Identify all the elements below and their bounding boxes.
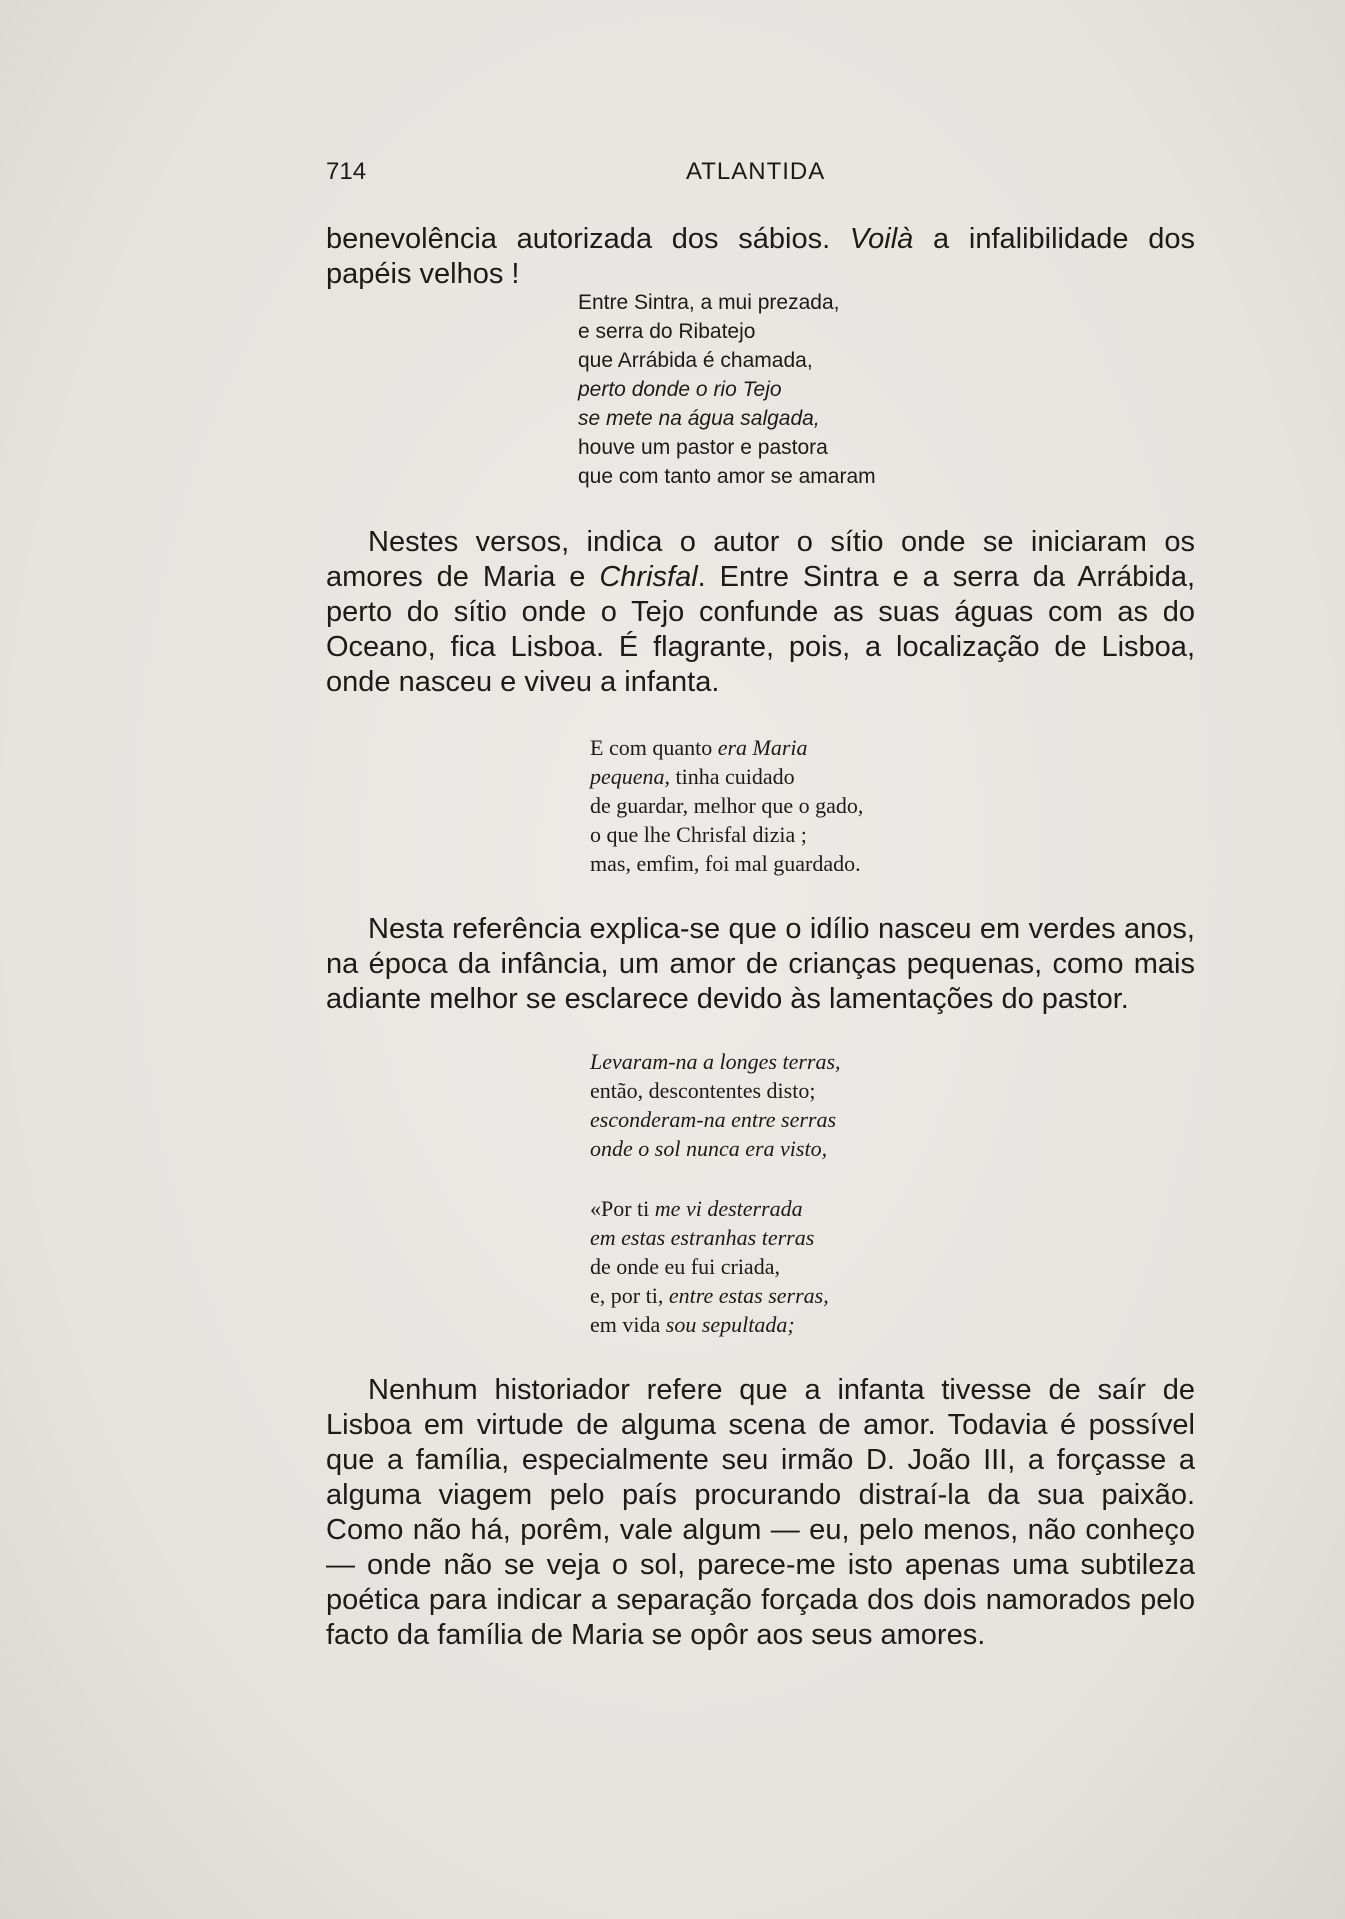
paragraph-nesta-referencia: Nesta referência explica-se que o idílio nasceu em verdes anos, na época da infância, um amor de crianças pequenas, como mais adiante melhor se esclarece devido às lamentações do pastor. <box>326 913 1195 1015</box>
page-header <box>326 158 841 192</box>
verse-text-italic: era Maria <box>717 735 808 760</box>
verse-stanza-sintra <box>578 288 876 491</box>
opening-italic-phrase: Voilà <box>849 223 914 255</box>
opening-text-end: a infalibilidade dos papéis velhos ! <box>326 223 1195 290</box>
verse-line: de guardar, melhor que o gado, <box>590 793 864 818</box>
verse-line: então, descontentes disto; <box>590 1078 816 1103</box>
verse-line <box>590 762 863 791</box>
verse-stanza-levaram <box>590 1047 841 1163</box>
verse-line: em estas estranhas terras <box>590 1225 815 1250</box>
verse-text: e, por ti, <box>590 1283 669 1308</box>
verse-text-italic: pequena <box>590 764 665 789</box>
paragraph-text: . Entre Sintra e a serra da Arrábida, perto do sítio onde o Tejo confunde as suas águas com as do Oceano, fica Lisboa. É flagrante, pois, a localização de Lisboa, onde nasceu e viveu a infanta. <box>326 561 1196 698</box>
paragraph-nestes-versos <box>326 525 1195 700</box>
verse-line: Entre Sintra, a mui prezada, <box>578 291 840 314</box>
verse-line <box>590 1194 829 1223</box>
verse-stanza-desterrada <box>590 1194 829 1339</box>
verse-line: se mete na água salgada, <box>578 407 820 430</box>
paragraph-nenhum-historiador: Nenhum historiador refere que a infanta tivesse de saír de Lisboa em virtude de alguma scena de amor. Todavia é possível que a família, especialmente seu irmão D. João III, a forçasse a alguma viagem pelo país procurando distraí-la da sua paixão. Como não há, porêm, vale algum — eu, pelo menos, não conheço — onde não se veja o sol, parece-me isto apenas uma subtileza poética para indicar a separação forçada dos dois namorados pelo facto da família de Maria se opôr aos seus amores. <box>326 1374 1195 1651</box>
verse-text: «Por ti <box>590 1196 655 1221</box>
verse-text-italic: sou sepultada; <box>665 1312 795 1337</box>
verse-line <box>590 733 863 762</box>
verse-line: esconderam-na entre serras <box>590 1107 837 1132</box>
verse-line: de onde eu fui criada, <box>590 1254 780 1279</box>
paragraph-opening <box>326 222 1195 292</box>
paragraph-text: Nestes versos, indica o autor o sítio onde se iniciaram os amores de Maria e <box>326 526 1195 593</box>
verse-line: onde o sol nunca era visto, <box>590 1136 828 1161</box>
verse-line: que com tanto amor se amaram <box>578 465 876 488</box>
verse-line: houve um pastor e pastora <box>578 436 828 459</box>
verse-text: E com quanto <box>590 735 718 760</box>
page-number: 714 <box>326 158 367 185</box>
verse-text-italic: entre estas serras, <box>668 1283 829 1308</box>
running-title: ATLANTIDA <box>686 158 826 185</box>
verse-text: em vida <box>590 1312 666 1337</box>
verse-line <box>590 1310 829 1339</box>
verse-text-italic: me vi desterrada <box>654 1196 803 1221</box>
verse-stanza-maria <box>590 733 863 878</box>
verse-text: , tinha cuidado <box>664 764 795 789</box>
verse-line: Levaram-na a longes terras, <box>590 1049 841 1074</box>
italic-title-chrisfal: Chrisfal <box>599 561 698 593</box>
verse-line: perto donde o rio Tejo <box>578 378 782 401</box>
verse-line: mas, emfim, foi mal guardado. <box>590 851 861 876</box>
verse-line: o que lhe Chrisfal dizia ; <box>590 822 807 847</box>
verse-line <box>590 1281 829 1310</box>
opening-text: benevolência autorizada dos sábios. <box>326 223 850 255</box>
verse-line: que Arrábida é chamada, <box>578 349 813 372</box>
verse-line: e serra do Ribatejo <box>578 320 756 343</box>
